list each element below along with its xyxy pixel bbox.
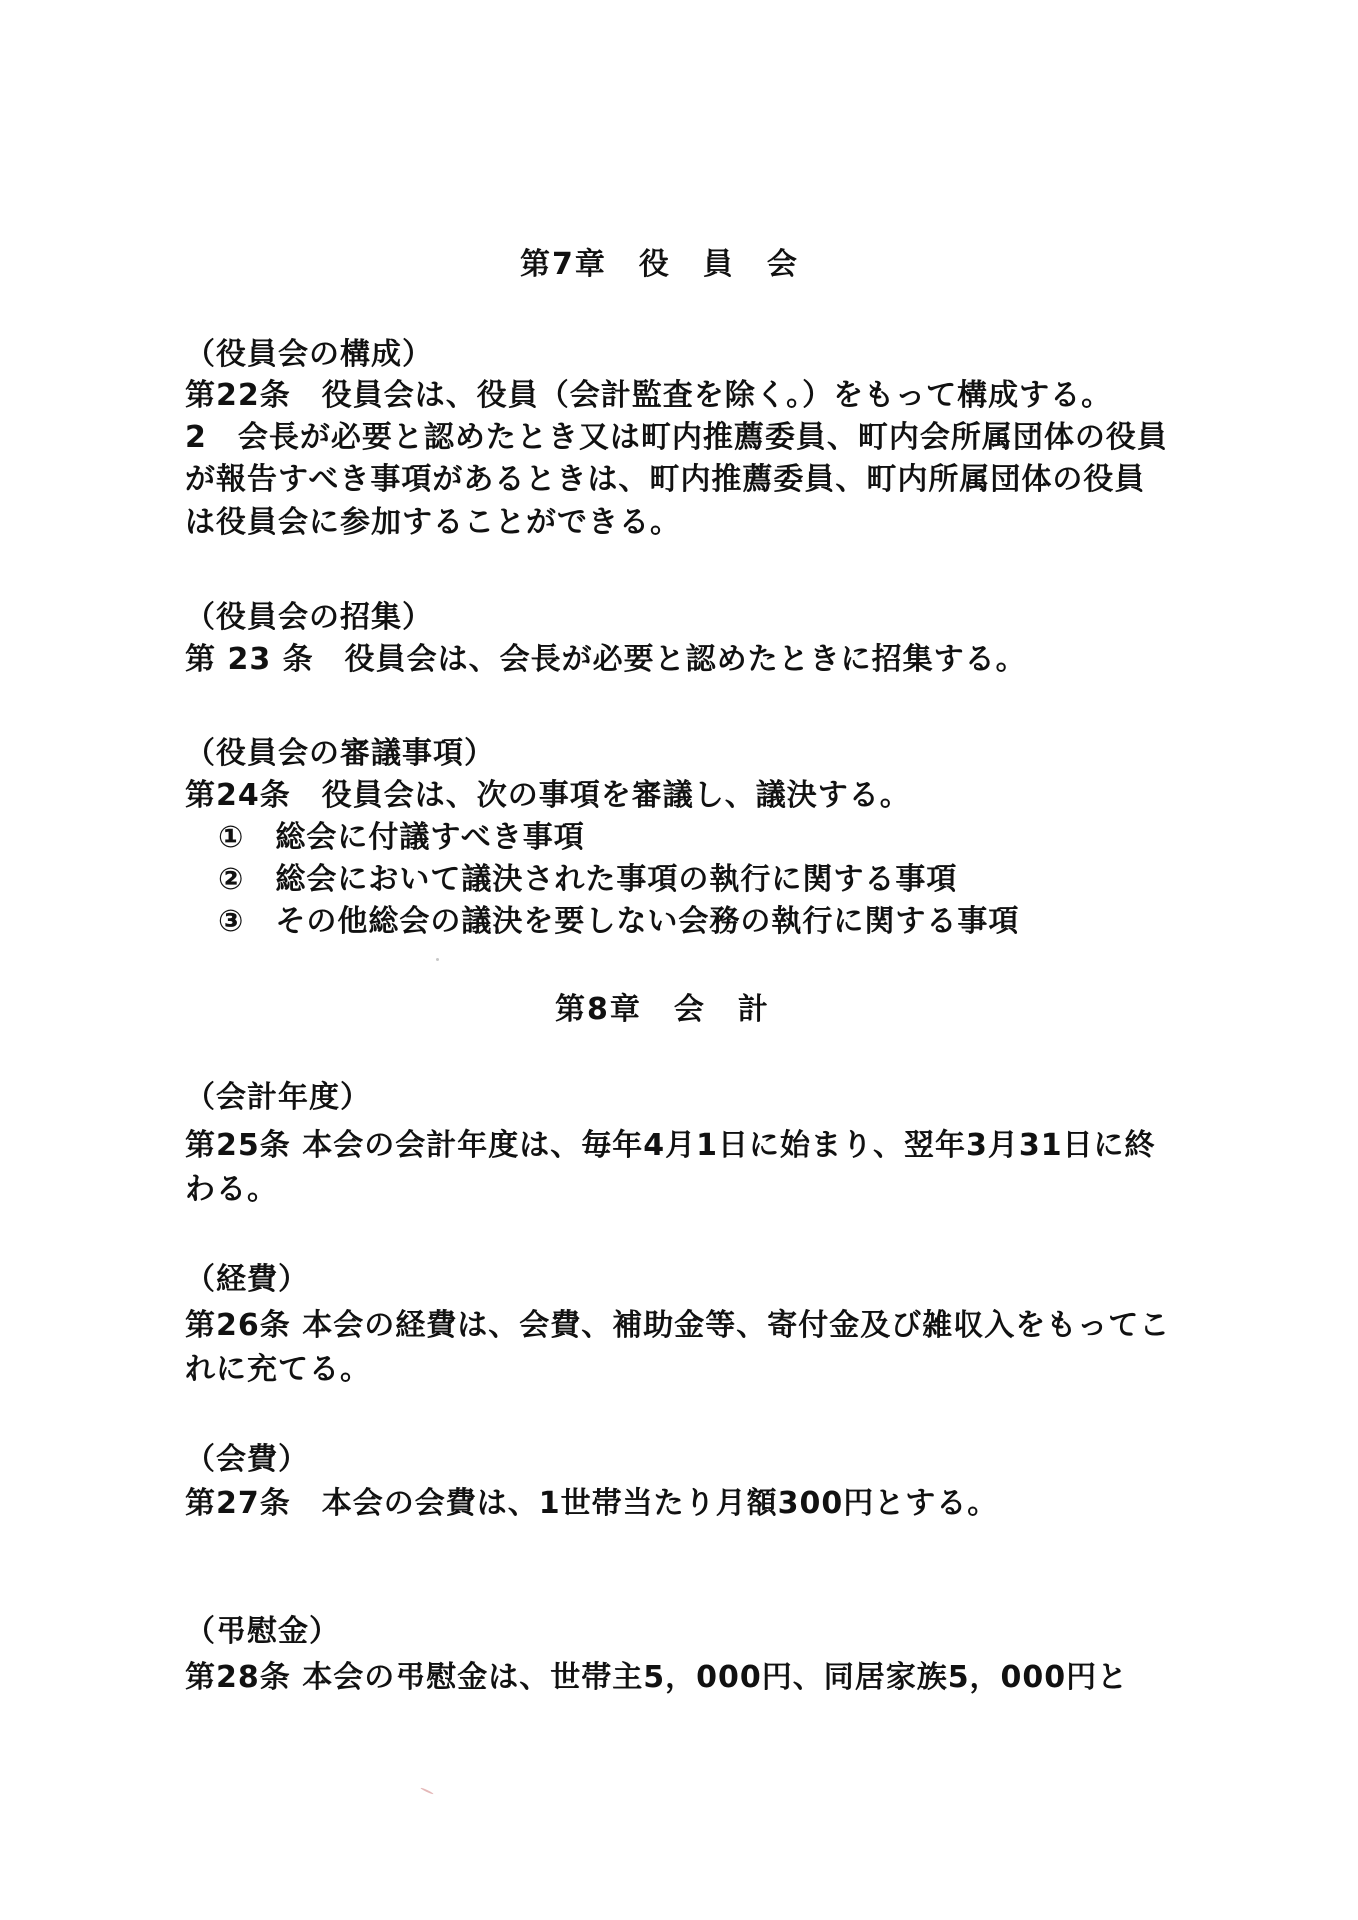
article-26-heading: （経費）: [185, 1262, 309, 1297]
scan-mark: [420, 1787, 434, 1795]
article-28-line-1: 第28条 本会の弔慰金は、世帯主5，000円、同居家族5，000円と: [185, 1660, 1129, 1695]
article-27-heading: （会費）: [185, 1442, 309, 1477]
article-22-line-2: 2 会長が必要と認めたとき又は町内推薦委員、町内会所属団体の役員: [185, 420, 1168, 455]
article-24-item-3: ③ その他総会の議決を要しない会務の執行に関する事項: [218, 904, 1020, 939]
scan-speck: [436, 958, 439, 961]
article-24-heading: （役員会の審議事項）: [185, 736, 495, 771]
article-27-line-1: 第27条 本会の会費は、1世帯当たり月額300円とする。: [185, 1486, 999, 1521]
article-22-line-1: 第22条 役員会は、役員（会計監査を除く。）をもって構成する。: [185, 378, 1113, 413]
article-26-line-2: れに充てる。: [185, 1352, 371, 1387]
article-24-line-1: 第24条 役員会は、次の事項を審議し、議決する。: [185, 778, 911, 813]
article-22-line-4: は役員会に参加することができる。: [185, 505, 681, 540]
article-22-line-3: が報告すべき事項があるときは、町内推薦委員、町内所属団体の役員: [185, 462, 1146, 497]
article-24-item-1: ① 総会に付議すべき事項: [218, 820, 585, 855]
chapter-7-title: 第7章 役 員 会: [520, 247, 799, 282]
article-23-line-1: 第 23 条 役員会は、会長が必要と認めたときに招集する。: [185, 642, 1027, 677]
article-28-heading: （弔慰金）: [185, 1614, 340, 1649]
chapter-8-title: 第8章 会 計: [555, 992, 770, 1027]
article-25-line-2: わる。: [185, 1172, 278, 1207]
article-24-item-2: ② 総会において議決された事項の執行に関する事項: [218, 862, 958, 897]
article-25-heading: （会計年度）: [185, 1080, 371, 1115]
article-26-line-1: 第26条 本会の経費は、会費、補助金等、寄付金及び雑収入をもってこ: [185, 1308, 1171, 1343]
article-23-heading: （役員会の招集）: [185, 600, 433, 635]
article-22-heading: （役員会の構成）: [185, 337, 433, 372]
article-25-line-1: 第25条 本会の会計年度は、毎年4月1日に始まり、翌年3月31日に終: [185, 1128, 1156, 1163]
